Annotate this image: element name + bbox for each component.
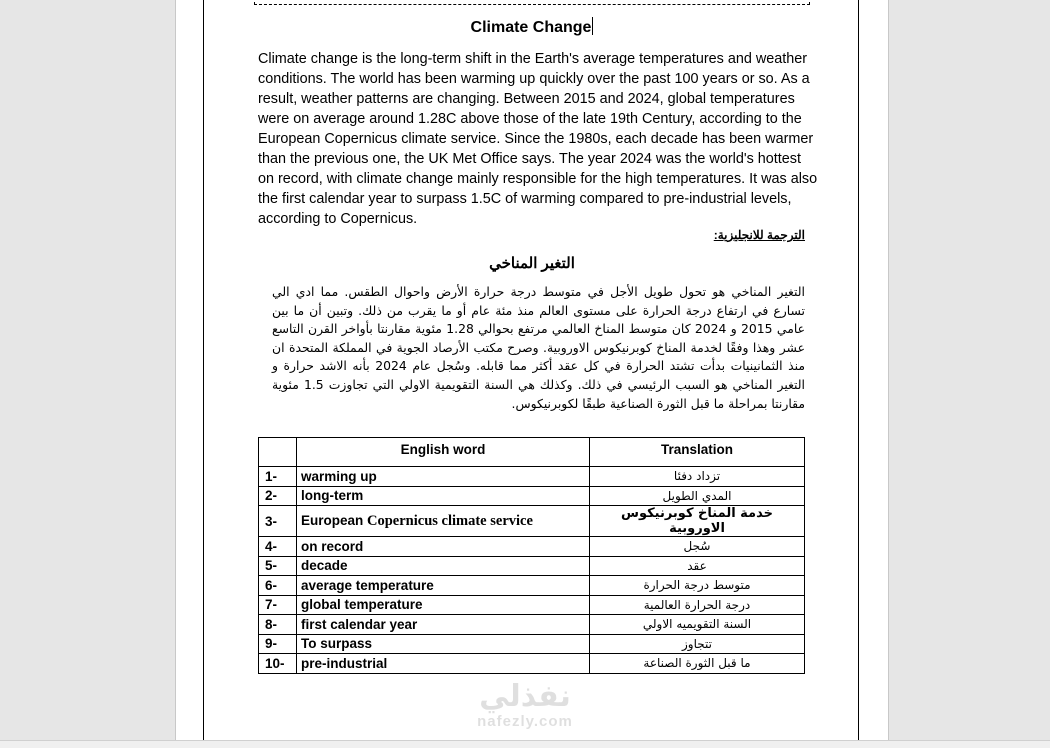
english-word[interactable]: pre-industrial [297,654,590,674]
table-row [259,576,805,596]
arabic-translation[interactable]: درجة الحرارة العالمية [590,595,805,615]
english-word[interactable]: global temperature [297,595,590,615]
text-cursor [592,17,593,35]
row-number[interactable]: 3- [259,506,297,537]
arabic-translation[interactable]: المدي الطويل [590,486,805,506]
row-number[interactable]: 10- [259,654,297,674]
english-word[interactable]: long-term [297,486,590,506]
row-number[interactable]: 2- [259,486,297,506]
header-translation[interactable]: Translation [590,438,805,467]
table-row [259,595,805,615]
row-number[interactable]: 6- [259,576,297,596]
arabic-translation[interactable]: ما قبل الثورة الصناعة [590,654,805,674]
arabic-title[interactable]: التغير المناخي [489,255,575,272]
english-word[interactable] [297,506,590,537]
english-word[interactable]: on record [297,537,590,557]
arabic-translation[interactable]: عقد [590,556,805,576]
header-number[interactable] [259,438,297,467]
english-word-prefix: European [301,512,368,528]
english-word[interactable]: To surpass [297,634,590,654]
translation-heading[interactable]: الترجمة للانجليزية: [713,228,805,242]
row-number[interactable]: 7- [259,595,297,615]
table-row [259,486,805,506]
header-english[interactable]: English word [297,438,590,467]
document-title[interactable]: Climate Change [470,19,592,36]
table-row [259,556,805,576]
row-number[interactable]: 9- [259,634,297,654]
table-row [259,506,805,537]
table-row [259,634,805,654]
vocabulary-table [258,437,805,674]
english-word-serif: Copernicus climate service [367,512,533,529]
english-paragraph[interactable]: Climate change is the long-term shift in the Earth's average temperatures and weather conditions. The world has been warming up quickly over the past 100 years or so. As a result, weather patterns are changing. Between 2015 and 2024, global temperatures were on average around 1.28C above those of the late 19th Century, according to the European Copernicus climate service. Since the 1980s, each decade has been warmer than the previous one, the UK Met Office says. The year 2024 was the world's hottest on record, with climate change mainly responsible for the high temperatures. It was also the first calendar year to surpass 1.5C of warming compared to pre-industrial levels, according to Copernicus. [258,51,818,227]
document-page [175,0,889,740]
table-header-row [259,438,805,467]
english-word[interactable]: first calendar year [297,615,590,635]
english-word[interactable]: decade [297,556,590,576]
english-word[interactable]: average temperature [297,576,590,596]
arabic-paragraph[interactable]: التغير المناخي هو تحول طويل الأجل في متوسط درجة حرارة الأرض واحوال الطقس. مما ادي الي تسارع في ارتفاع درجة الحرارة على مستوى العالم منذ مئة عام أو ما يقرب من ذلك. وتبين أن ما بين عامي 2015 و 2024 كان متوسط المناخ العالمي مرتفع بحوالي 1.28 مئوية مقارنتا بأواخر القرن التاسع عشر وهذا وفقًا لخدمة المناخ كوبرنيكوس الاوروبية. وصرح مكتب الأرصاد الجوية في المملكة المتحدة ان منذ الثمانينيات بدأت تشتد الحرارة في كل عقد أكثر مما قابله. وسُجل عام 2024 بأنه الاشد حرارة و التغير المناخي هو السبب الرئيسي في ذلك. وكذلك هي السنة التقويمية الاولي التي تجاوزت 1.5 مئوية مقارنتا بمراحلة ما قبل الثورة الصناعية طبقًا لكوبرنيكوس. [272,284,806,411]
row-number[interactable]: 8- [259,615,297,635]
previous-content-box [254,0,810,5]
row-number[interactable]: 5- [259,556,297,576]
arabic-translation[interactable]: تزداد دفئا [590,467,805,487]
english-word[interactable]: warming up [297,467,590,487]
row-number[interactable]: 1- [259,467,297,487]
arabic-translation[interactable]: تتجاوز [590,634,805,654]
table-row [259,467,805,487]
arabic-translation[interactable]: سُجل [590,537,805,557]
arabic-translation[interactable]: متوسط درجة الحرارة [590,576,805,596]
table-row [259,615,805,635]
row-number[interactable]: 4- [259,537,297,557]
table-row [259,537,805,557]
arabic-translation[interactable]: خدمة المناخ كوبرنيكوس الاوروبية [590,506,805,537]
arabic-translation[interactable]: السنة التقويميه الاولي [590,615,805,635]
table-row [259,654,805,674]
